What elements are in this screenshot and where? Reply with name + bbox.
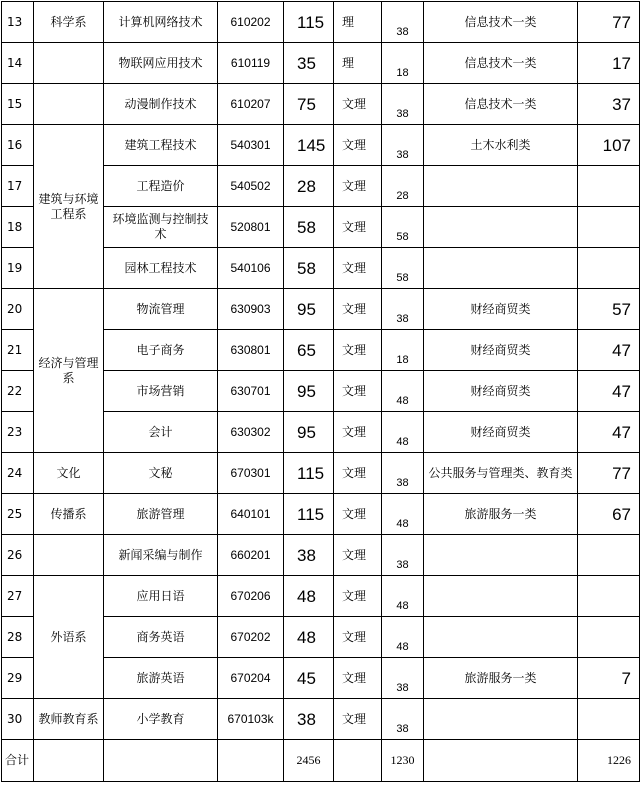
code-cell: 670206 xyxy=(218,576,284,617)
category-cell: 信息技术一类 xyxy=(424,2,578,43)
code-cell: 610202 xyxy=(218,2,284,43)
table-row xyxy=(2,453,640,494)
major-cell: 电子商务 xyxy=(104,330,218,371)
row-number: 17 xyxy=(2,166,34,207)
plan-cell: 95 xyxy=(284,412,334,453)
code-cell: 610119 xyxy=(218,43,284,84)
quota-cell: 48 xyxy=(382,494,424,535)
code-cell: 670202 xyxy=(218,617,284,658)
department-cell: 传播系 xyxy=(34,494,104,535)
subject-cell: 文理 xyxy=(334,248,382,289)
plan-cell: 58 xyxy=(284,248,334,289)
quota-cell: 38 xyxy=(382,535,424,576)
table-row xyxy=(2,84,640,125)
plan-cell: 65 xyxy=(284,330,334,371)
major-cell: 旅游管理 xyxy=(104,494,218,535)
quota-cell: 38 xyxy=(382,453,424,494)
department-cell xyxy=(34,535,104,576)
category-cell: 土木水利类 xyxy=(424,125,578,166)
quota-cell: 18 xyxy=(382,330,424,371)
subject-cell: 理 xyxy=(334,43,382,84)
department-cell xyxy=(34,84,104,125)
code-cell: 670103k xyxy=(218,699,284,740)
code-cell: 630302 xyxy=(218,412,284,453)
subject-cell: 文理 xyxy=(334,699,382,740)
row-number: 26 xyxy=(2,535,34,576)
empty-cell xyxy=(334,740,382,782)
category-quota-cell: 37 xyxy=(578,84,640,125)
quota-cell: 58 xyxy=(382,207,424,248)
quota-cell: 48 xyxy=(382,412,424,453)
department-cell: 经济与管理系 xyxy=(34,289,104,453)
plan-cell: 145 xyxy=(284,125,334,166)
major-cell: 物联网应用技术 xyxy=(104,43,218,84)
code-cell: 520801 xyxy=(218,207,284,248)
code-cell: 630801 xyxy=(218,330,284,371)
category-quota-cell: 7 xyxy=(578,658,640,699)
category-cell: 信息技术一类 xyxy=(424,84,578,125)
row-number: 13 xyxy=(2,2,34,43)
quota-cell: 38 xyxy=(382,699,424,740)
row-number: 30 xyxy=(2,699,34,740)
quota-cell: 38 xyxy=(382,658,424,699)
category-quota-cell: 67 xyxy=(578,494,640,535)
category-quota-cell: 107 xyxy=(578,125,640,166)
row-number: 29 xyxy=(2,658,34,699)
row-number: 25 xyxy=(2,494,34,535)
category-cell xyxy=(424,166,578,207)
quota-cell: 38 xyxy=(382,2,424,43)
total-category-quota: 1226 xyxy=(578,740,640,782)
quota-cell: 38 xyxy=(382,125,424,166)
major-cell: 建筑工程技术 xyxy=(104,125,218,166)
code-cell: 610207 xyxy=(218,84,284,125)
code-cell: 630701 xyxy=(218,371,284,412)
major-cell: 小学教育 xyxy=(104,699,218,740)
table-row xyxy=(2,289,640,330)
row-number: 28 xyxy=(2,617,34,658)
table-body xyxy=(2,2,640,782)
major-cell: 物流管理 xyxy=(104,289,218,330)
department-cell: 教师教育系 xyxy=(34,699,104,740)
row-number: 22 xyxy=(2,371,34,412)
category-cell: 财经商贸类 xyxy=(424,330,578,371)
plan-cell: 75 xyxy=(284,84,334,125)
row-number: 16 xyxy=(2,125,34,166)
category-cell xyxy=(424,248,578,289)
subject-cell: 文理 xyxy=(334,330,382,371)
category-quota-cell xyxy=(578,535,640,576)
quota-cell: 48 xyxy=(382,617,424,658)
empty-cell xyxy=(424,740,578,782)
total-plan: 2456 xyxy=(284,740,334,782)
plan-cell: 95 xyxy=(284,371,334,412)
department-cell: 文化 xyxy=(34,453,104,494)
subject-cell: 文理 xyxy=(334,207,382,248)
subject-cell: 文理 xyxy=(334,658,382,699)
enrollment-table xyxy=(1,1,640,782)
major-cell: 动漫制作技术 xyxy=(104,84,218,125)
major-cell: 文秘 xyxy=(104,453,218,494)
row-number: 24 xyxy=(2,453,34,494)
major-cell: 园林工程技术 xyxy=(104,248,218,289)
code-cell: 670204 xyxy=(218,658,284,699)
row-number: 14 xyxy=(2,43,34,84)
quota-cell: 48 xyxy=(382,576,424,617)
category-quota-cell: 57 xyxy=(578,289,640,330)
major-cell: 旅游英语 xyxy=(104,658,218,699)
quota-cell: 28 xyxy=(382,166,424,207)
subject-cell: 文理 xyxy=(334,494,382,535)
quota-cell: 38 xyxy=(382,289,424,330)
total-label: 合计 xyxy=(2,740,34,782)
category-cell xyxy=(424,617,578,658)
category-cell: 信息技术一类 xyxy=(424,43,578,84)
subject-cell: 文理 xyxy=(334,84,382,125)
category-cell: 财经商贸类 xyxy=(424,412,578,453)
category-quota-cell xyxy=(578,207,640,248)
code-cell: 670301 xyxy=(218,453,284,494)
subject-cell: 文理 xyxy=(334,617,382,658)
empty-cell xyxy=(34,740,104,782)
subject-cell: 文理 xyxy=(334,371,382,412)
subject-cell: 文理 xyxy=(334,453,382,494)
category-quota-cell xyxy=(578,248,640,289)
code-cell: 540106 xyxy=(218,248,284,289)
category-cell xyxy=(424,699,578,740)
category-quota-cell xyxy=(578,699,640,740)
plan-cell: 58 xyxy=(284,207,334,248)
category-quota-cell xyxy=(578,576,640,617)
plan-cell: 115 xyxy=(284,494,334,535)
row-number: 27 xyxy=(2,576,34,617)
plan-cell: 38 xyxy=(284,535,334,576)
category-cell: 旅游服务一类 xyxy=(424,494,578,535)
category-cell: 财经商贸类 xyxy=(424,371,578,412)
category-quota-cell: 47 xyxy=(578,330,640,371)
major-cell: 环境监测与控制技术 xyxy=(104,207,218,248)
department-cell xyxy=(34,43,104,84)
subject-cell: 文理 xyxy=(334,412,382,453)
category-quota-cell xyxy=(578,166,640,207)
table-row xyxy=(2,43,640,84)
code-cell: 640101 xyxy=(218,494,284,535)
plan-cell: 28 xyxy=(284,166,334,207)
row-number: 21 xyxy=(2,330,34,371)
major-cell: 市场营销 xyxy=(104,371,218,412)
department-cell: 科学系 xyxy=(34,2,104,43)
empty-cell xyxy=(104,740,218,782)
table-row xyxy=(2,494,640,535)
row-number: 23 xyxy=(2,412,34,453)
subject-cell: 理 xyxy=(334,2,382,43)
category-quota-cell: 47 xyxy=(578,371,640,412)
row-number: 20 xyxy=(2,289,34,330)
table-row xyxy=(2,125,640,166)
category-cell xyxy=(424,207,578,248)
subject-cell: 文理 xyxy=(334,166,382,207)
plan-cell: 45 xyxy=(284,658,334,699)
plan-cell: 35 xyxy=(284,43,334,84)
plan-cell: 48 xyxy=(284,576,334,617)
quota-cell: 58 xyxy=(382,248,424,289)
row-number: 15 xyxy=(2,84,34,125)
category-cell xyxy=(424,576,578,617)
major-cell: 会计 xyxy=(104,412,218,453)
subject-cell: 文理 xyxy=(334,125,382,166)
table-row xyxy=(2,535,640,576)
table-row xyxy=(2,2,640,43)
subject-cell: 文理 xyxy=(334,535,382,576)
category-quota-cell xyxy=(578,617,640,658)
category-cell: 公共服务与管理类、教育类 xyxy=(424,453,578,494)
plan-cell: 38 xyxy=(284,699,334,740)
major-cell: 应用日语 xyxy=(104,576,218,617)
code-cell: 540502 xyxy=(218,166,284,207)
department-cell: 外语系 xyxy=(34,576,104,699)
quota-cell: 18 xyxy=(382,43,424,84)
category-cell: 旅游服务一类 xyxy=(424,658,578,699)
code-cell: 540301 xyxy=(218,125,284,166)
plan-cell: 95 xyxy=(284,289,334,330)
plan-cell: 115 xyxy=(284,2,334,43)
category-quota-cell: 77 xyxy=(578,2,640,43)
category-quota-cell: 17 xyxy=(578,43,640,84)
table-row xyxy=(2,576,640,617)
table-row xyxy=(2,699,640,740)
category-quota-cell: 77 xyxy=(578,453,640,494)
empty-cell xyxy=(218,740,284,782)
code-cell: 630903 xyxy=(218,289,284,330)
quota-cell: 38 xyxy=(382,84,424,125)
total-row xyxy=(2,740,640,782)
category-cell: 财经商贸类 xyxy=(424,289,578,330)
total-quota: 1230 xyxy=(382,740,424,782)
plan-cell: 115 xyxy=(284,453,334,494)
plan-cell: 48 xyxy=(284,617,334,658)
major-cell: 计算机网络技术 xyxy=(104,2,218,43)
row-number: 19 xyxy=(2,248,34,289)
row-number: 18 xyxy=(2,207,34,248)
quota-cell: 48 xyxy=(382,371,424,412)
subject-cell: 文理 xyxy=(334,576,382,617)
category-cell xyxy=(424,535,578,576)
subject-cell: 文理 xyxy=(334,289,382,330)
major-cell: 新闻采编与制作 xyxy=(104,535,218,576)
major-cell: 商务英语 xyxy=(104,617,218,658)
code-cell: 660201 xyxy=(218,535,284,576)
department-cell: 建筑与环境工程系 xyxy=(34,125,104,289)
major-cell: 工程造价 xyxy=(104,166,218,207)
category-quota-cell: 47 xyxy=(578,412,640,453)
